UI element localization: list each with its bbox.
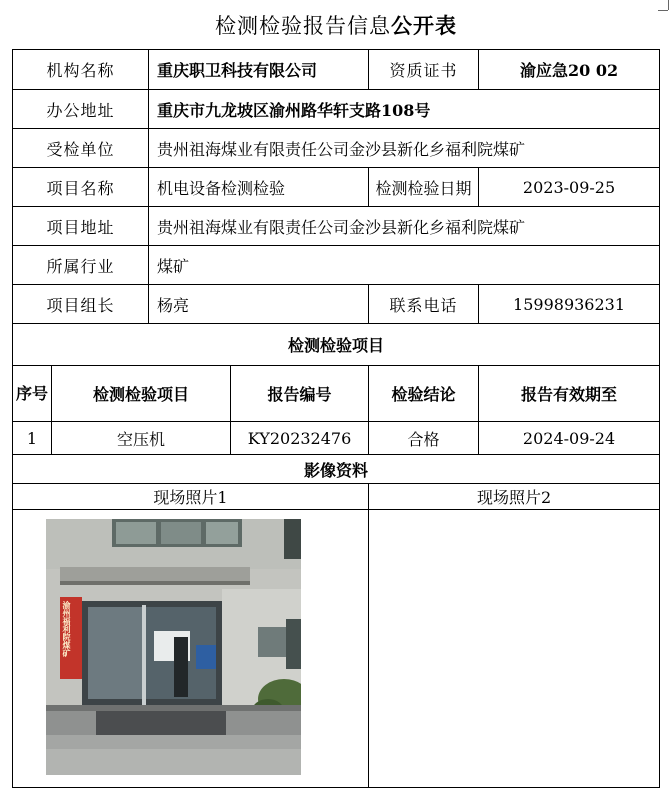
header-valid-until: 报告有效期至 bbox=[479, 366, 660, 422]
client-label: 受检单位 bbox=[13, 129, 149, 168]
photo1-cell bbox=[13, 510, 369, 788]
site-photo-1-drawing bbox=[46, 519, 301, 775]
cell-valid-until: 2024-09-24 bbox=[479, 422, 660, 455]
site-label: 项目地址 bbox=[13, 207, 149, 246]
leader-label: 项目组长 bbox=[13, 285, 149, 324]
cell-report-no: KY20232476 bbox=[231, 422, 369, 455]
cell-conclusion: 合格 bbox=[369, 422, 479, 455]
images-section-row bbox=[13, 455, 660, 484]
header-item: 检测检验项目 bbox=[52, 366, 231, 422]
project-label: 项目名称 bbox=[13, 168, 149, 207]
photo1-sign-text: 渝州福利院煤矿 bbox=[62, 601, 72, 657]
photo2-cell bbox=[369, 510, 660, 788]
row-leader bbox=[13, 285, 660, 324]
org-value: 重庆职卫科技有限公司 bbox=[149, 50, 369, 90]
items-section-row bbox=[13, 324, 660, 366]
cert-label: 资质证书 bbox=[369, 50, 479, 90]
photos-row bbox=[13, 510, 660, 788]
title-bold: 公开表 bbox=[391, 13, 457, 38]
office-label: 办公地址 bbox=[13, 90, 149, 129]
row-office bbox=[13, 90, 660, 129]
org-label: 机构名称 bbox=[13, 50, 149, 90]
site-value: 贵州祖海煤业有限责任公司金沙县新化乡福利院煤矿 bbox=[149, 207, 660, 246]
page-corner-mark bbox=[658, 0, 672, 14]
project-value: 机电设备检测检验 bbox=[149, 168, 369, 207]
photo2-label: 现场照片2 bbox=[369, 484, 660, 510]
client-value: 贵州祖海煤业有限责任公司金沙县新化乡福利院煤矿 bbox=[149, 129, 660, 168]
cell-item: 空压机 bbox=[52, 422, 231, 455]
phone-value: 15998936231 bbox=[479, 285, 660, 324]
report-table bbox=[12, 49, 660, 788]
table-row bbox=[13, 422, 660, 455]
site-photo-1 bbox=[46, 519, 301, 775]
phone-label: 联系电话 bbox=[369, 285, 479, 324]
row-industry bbox=[13, 246, 660, 285]
header-report-no: 报告编号 bbox=[231, 366, 369, 422]
images-section-title: 影像资料 bbox=[13, 455, 660, 484]
row-client bbox=[13, 129, 660, 168]
cert-value: 渝应急20 02 bbox=[479, 50, 660, 90]
office-value: 重庆市九龙坡区渝州路华轩支路108号 bbox=[149, 90, 660, 129]
leader-value: 杨亮 bbox=[149, 285, 369, 324]
title-normal: 检测检验报告信息 bbox=[215, 14, 391, 38]
industry-label: 所属行业 bbox=[13, 246, 149, 285]
row-site bbox=[13, 207, 660, 246]
header-conclusion: 检验结论 bbox=[369, 366, 479, 422]
items-header-row bbox=[13, 366, 660, 422]
header-seq: 序号 bbox=[13, 366, 52, 422]
photo-labels-row bbox=[13, 484, 660, 510]
cell-no: 1 bbox=[13, 422, 52, 455]
industry-value: 煤矿 bbox=[149, 246, 660, 285]
date-label: 检测检验日期 bbox=[369, 168, 479, 207]
photo1-label: 现场照片1 bbox=[13, 484, 369, 510]
page-title bbox=[0, 10, 672, 40]
items-section-title: 检测检验项目 bbox=[13, 324, 660, 366]
date-value: 2023-09-25 bbox=[479, 168, 660, 207]
row-project bbox=[13, 168, 660, 207]
row-org bbox=[13, 50, 660, 90]
